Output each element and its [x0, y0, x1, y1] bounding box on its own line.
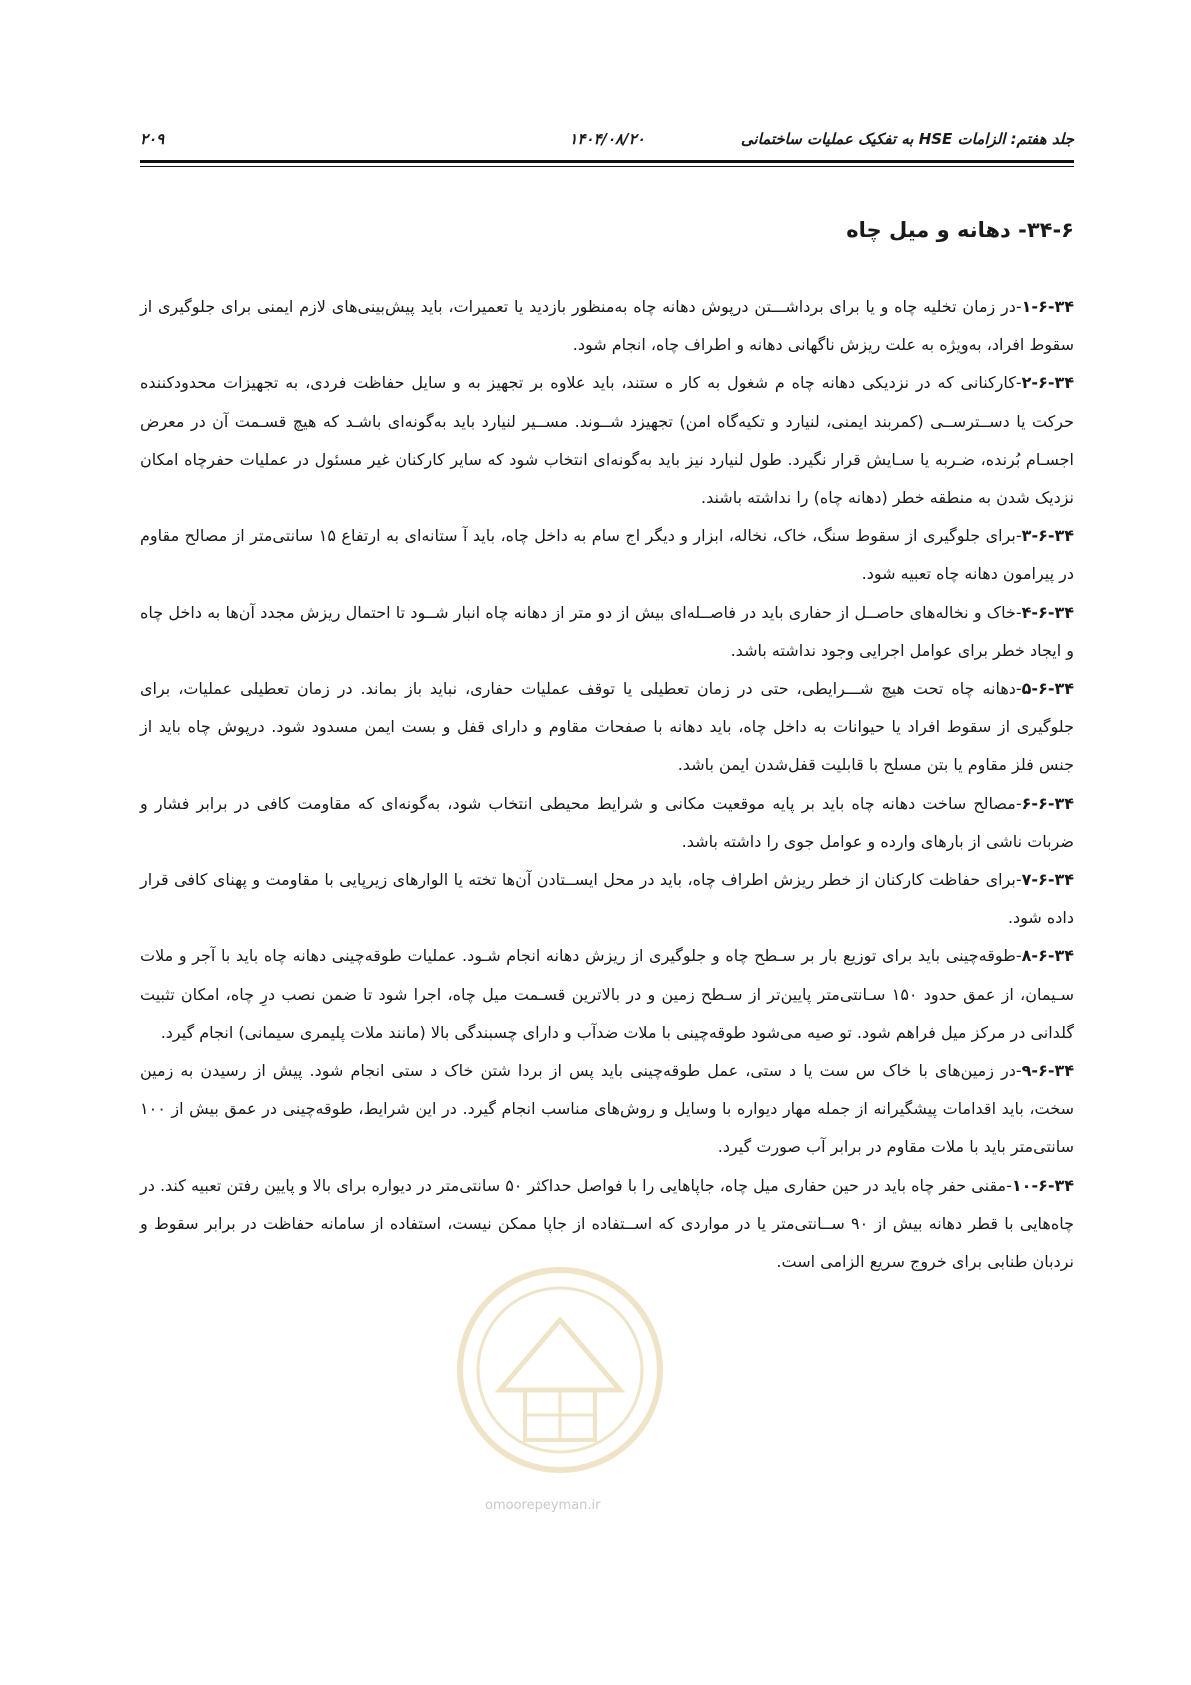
- section-title: ۳۴-۶- دهانه و میل چاه: [846, 218, 1074, 242]
- paragraph-number: ۱۰-۶-۳۴: [1011, 1175, 1075, 1195]
- paragraph-number: ۳-۶-۳۴: [1021, 526, 1075, 546]
- paragraph-text: -طوقه‌چینی باید برای توزیع بار بر سـطح چاه و جلوگیری از ریزش دهانه انجام شـود. عملیات طوقه‌چینی دهانه چاه باید با آجر و ملات سـیمان، از عمق حدود ۱۵۰ سـانتی‌متر پایین‌تر از سـطح زمین و در بالاترین قسـمت میل چاه، اجرا شود تا ضمن نصب درِ چاه، امکان تثبیت گلدانی در مرکز میل فراهم شود. تو صیه می‌شود طوقه‌چینی با ملات ضدآب و دارای چسبندگی بالا (مانند ملات پلیمری سیمانی) انجام گیرد.: [140, 946, 1074, 1042]
- paragraph: [140, 670, 1074, 785]
- paragraph-text: -دهانه چاه تحت هیچ شـــرایطی، حتی در زمان تعطیلی یا توقف عملیات حفاری، نباید باز بماند. در زمان تعطیلی عملیات، برای جلوگیری از سقوط افراد یا حیوانات به داخل چاه، باید دهانه با صفحات مقاوم و دارای قفل و بست ایمن مسدود شود. درپوش چاه باید از جنس فلز مقاوم یا بتن مسلح با قابلیت قفل‌شدن ایمن باشد.: [140, 679, 1074, 775]
- paragraph: [140, 364, 1074, 517]
- paragraph-number: ۵-۶-۳۴: [1021, 679, 1074, 699]
- paragraph-text: -برای حفاظت کارکنان از خطر ریزش اطراف چاه، باید در محل ایســتادن آن‌ها تخته یا الوارهای زیرپایی با مقاومت و پهنای کافی قرار داده شود.: [140, 870, 1074, 928]
- paragraph-number: ۶-۶-۳۴: [1021, 793, 1074, 813]
- page-header: [140, 126, 1074, 152]
- paragraph: [140, 288, 1074, 364]
- watermark-url: omoorepeyman.ir: [485, 1498, 601, 1513]
- paragraph-number: ۱-۶-۳۴: [1021, 297, 1074, 316]
- header-title: جلد هفتم: الزامات HSE به تفکیک عملیات ساختمانی: [740, 130, 1074, 148]
- paragraph: [140, 785, 1074, 861]
- page-number: ۲۰۹: [140, 130, 165, 148]
- header-date: ۱۴۰۴/۰۸/۲۰: [569, 130, 645, 148]
- paragraph-text: -کارکنانی که در نزدیکی دهانه چاه م شغول به کار ه ستند، باید علاوه بر تجهیز به و سایل حفاظت فردی، به تجهیزات محدودکننده حرکت یا دســترســی (کمربند ایمنی، لنیارد و تکیه‌گاه امن) تجهیزد شــوند. مســیر لنیارد باید به‌گونه‌ای باشـد که هیچ قسـمت آن در معرض اجسـام بُرنده، ضـربه یا سـایش قرار نگیرد. طول لنیارد نیز باید به‌گونه‌ای انتخاب شود که سایر کارکنان غیر مسئول در عملیات حفرچاه امکان نزدیک شدن به منطقه خطر (دهانه چاه) را نداشته باشند.: [140, 373, 1074, 508]
- paragraph-text: -در زمین‌های با خاک س ست یا د ستی، عمل طوقه‌چینی باید پس از بردا شتن خاک د ستی انجام شود. پیش از رسیدن به زمین سخت، باید اقدامات پیشگیرانه از جمله مهار دیواره با وسایل و روش‌های مناسب انجام گیرد. در این شرایط، طوقه‌چینی در عمق بیش از ۱۰۰ سانتی‌متر باید با ملات مقاوم در برابر آب صورت گیرد.: [140, 1061, 1074, 1157]
- paragraph: [140, 861, 1074, 937]
- paragraph-text: -مصالح ساخت دهانه چاه باید بر پایه موقعیت مکانی و شرایط محیطی انتخاب شود، به‌گونه‌ای که مقاومت کافی در برابر فشار و ضربات ناشی از بارهای وارده و عوامل جوی را داشته باشد.: [140, 793, 1074, 851]
- paragraph-text: -خاک و نخاله‌های حاصــل از حفاری باید در فاصــله‌ای بیش از دو متر از دهانه چاه انبار شــود تا احتمال ریزش مجدد آن‌ها به داخل چاه و ایجاد خطر برای عوامل اجرایی وجود نداشته باشد.: [140, 602, 1074, 660]
- paragraph-number: ۲-۶-۳۴: [1021, 373, 1074, 393]
- paragraph-text: -در زمان تخلیه چاه و یا برای برداشـــتن درپوش دهانه چاه به‌منظور بازدید یا تعمیرات، باید پیش‌بینی‌های لازم ایمنی برای جلوگیری از سقوط افراد، به‌ویژه به علت ریزش ناگهانی دهانه و اطراف چاه، انجام شود.: [140, 297, 1074, 355]
- paragraph: [140, 1052, 1074, 1167]
- paragraph: [140, 937, 1074, 1052]
- watermark-logo: [440, 1250, 680, 1510]
- header-rule-thin: [140, 166, 1074, 167]
- header-rule: [140, 160, 1074, 163]
- paragraph-number: ۸-۶-۳۴: [1021, 946, 1074, 966]
- paragraph: [140, 594, 1074, 670]
- paragraph: [140, 517, 1074, 593]
- paragraph-number: ۴-۶-۳۴: [1021, 602, 1074, 622]
- paragraph-text: -مقنی حفر چاه باید در حین حفاری میل چاه، جاپاهایی را با فواصل حداکثر ۵۰ سانتی‌متر در دیواره برای بالا و پایین رفتن تعبیه کند. در چاه‌هایی با قطر دهانه بیش از ۹۰ ســانتی‌متر یا در مواردی که اســتفاده از جاپا ممکن نیست، استفاده از سامانه حفاظت در برابر سقوط و نردبان طنابی برای خروج سریع الزامی است.: [140, 1175, 1074, 1272]
- paragraph-number: ۷-۶-۳۴: [1021, 870, 1074, 890]
- body-text: [140, 288, 1074, 1281]
- paragraph-number: ۹-۶-۳۴: [1021, 1061, 1074, 1081]
- paragraph: [140, 1167, 1074, 1282]
- paragraph-text: -برای جلوگیری از سقوط سنگ، خاک، نخاله، ابزار و دیگر اج سام به داخل چاه، باید آ ستانه‌ای به ارتفاع ۱۵ سانتی‌متر از مصالح مقاوم در پیرامون دهانه چاه تعبیه شود.: [140, 526, 1074, 584]
